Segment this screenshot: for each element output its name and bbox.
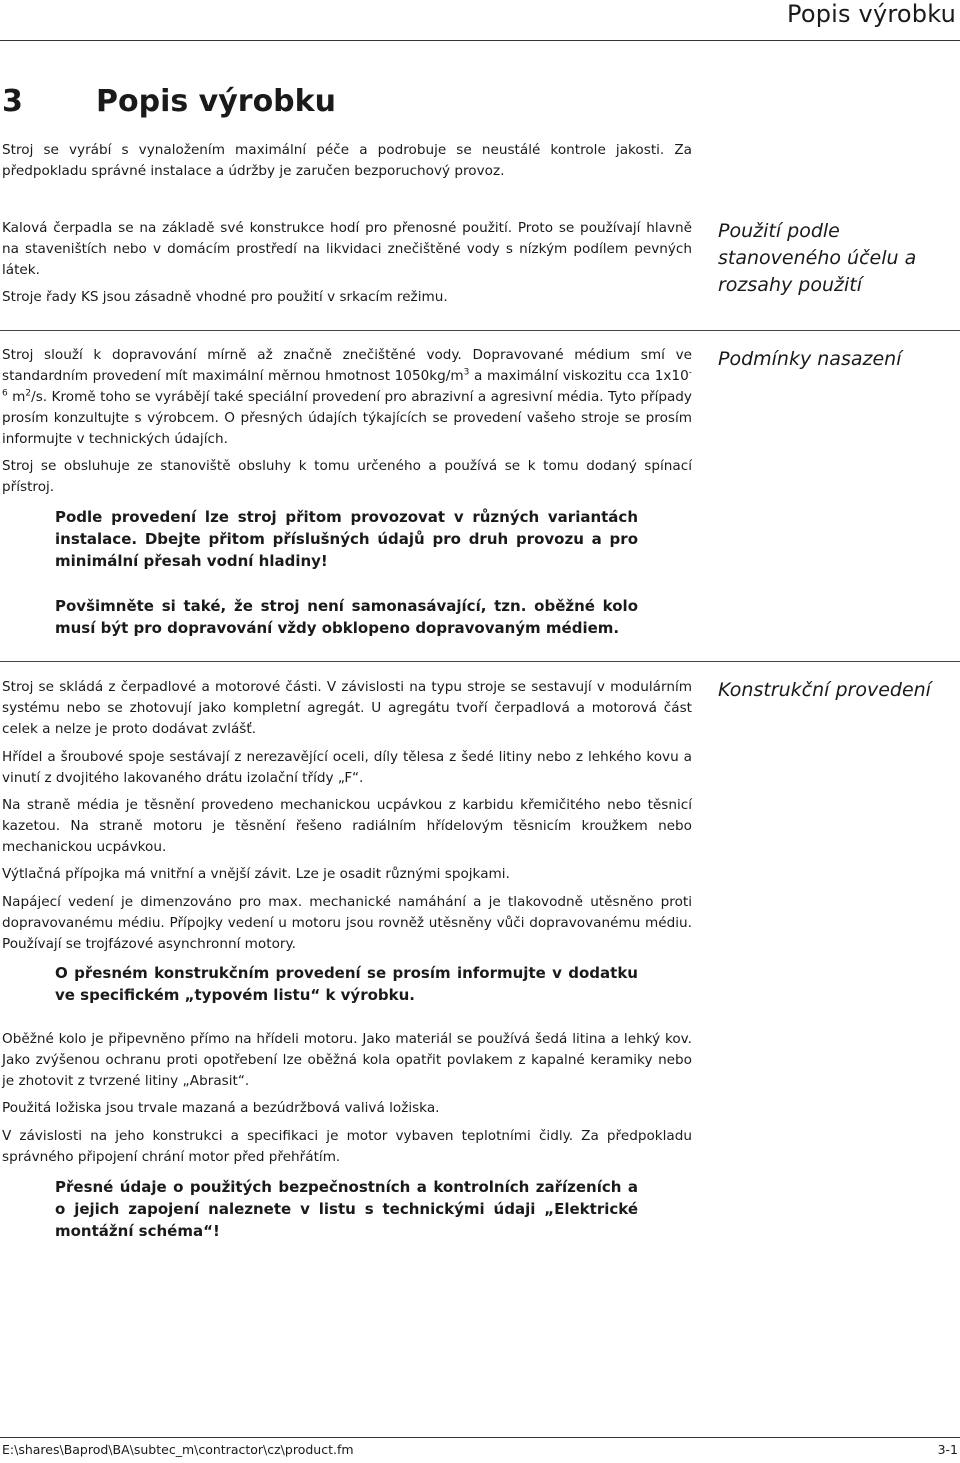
- construction-paragraph-6: Oběžné kolo je připevněno přímo na hřídeli motoru. Jako materiál se používá šedá litina a lehký kov. Jako zvýšenou ochranu proti opotřebení lze oběžná kola opatřit povlakem z kapalné keramiky nebo je zhotovit z tvrzené litiny „Abrasit“.: [2, 1031, 692, 1089]
- section-divider-2: [0, 661, 960, 662]
- footer-page-number: 3-1: [937, 1442, 958, 1457]
- conditions-text-a: Stroj slouží k dopravování mírně až značně znečištěné vody. Dopravované médium smí ve standardním provedení mít maximální měrnou hmotnost 1050kg/m: [2, 347, 692, 384]
- header-rule: [0, 40, 960, 41]
- construction-note-1: O přesném konstrukčním provedení se prosím informujte v dodatku ve specifickém „typovém listu“ k výrobku.: [55, 964, 638, 1004]
- page-header-title: Popis výrobku: [787, 0, 956, 28]
- construction-paragraph-1: Stroj se skládá z čerpadlové a motorové části. V závislosti na typu stroje se sestavují v modulárním systému nebo se zhotovují jako kompletní agregát. U agregátu tvoří čerpadlová a motorová část celek a nelze je proto dodávat zvlášť.: [2, 679, 692, 737]
- footer-rule: [0, 1437, 960, 1438]
- side-heading-construction: Konstrukční provedení: [718, 679, 931, 701]
- conditions-sup-3: 2: [25, 388, 32, 399]
- construction-paragraph-7: Použitá ložiska jsou trvale mazaná a bezúdržbová valivá ložiska.: [2, 1100, 440, 1116]
- construction-note-2: Přesné údaje o použitých bezpečnostních a kontrolních zařízeních a o jejich zapojení naleznete v listu s technickými údaji „Elektrické montážní schéma“!: [55, 1178, 638, 1240]
- conditions-text-c: m: [7, 389, 26, 405]
- section-divider-1: [0, 330, 960, 331]
- conditions-sup-1: 3: [463, 367, 470, 378]
- construction-paragraph-5: Napájecí vedení je dimenzováno pro max. mechanické namáhání a je tlakovodně utěsněno proti dopravovanému médiu. Přípojky vedení u motoru jsou rovněž utěsněny vůči dopravovanému médiu. Používají se trojfázové asynchronní motory.: [2, 894, 692, 952]
- construction-paragraph-3: Na straně média je těsnění provedeno mechanickou ucpávkou z karbidu křemičitého nebo těsnicí kazetou. Na straně motoru je těsnění řešeno radiálním hřídelovým těsnicím kroužkem nebo mechanickou ucpávkou.: [2, 797, 692, 855]
- conditions-paragraph-1: [2, 345, 692, 450]
- intro-paragraph: Stroj se vyrábí s vynaložením maximální péče a podrobuje se neustálé kontrole jakosti. Za předpokladu správné instalace a údržby je zaručen bezporuchový provoz.: [2, 142, 692, 179]
- construction-paragraph-2: Hřídel a šroubové spoje sestávají z nerezavějící oceli, díly tělesa z šedé litiny nebo z lehkého kovu a vinutí z dvojitého lakovaného drátu izolační třídy „F“.: [2, 749, 692, 786]
- chapter-heading: [2, 84, 336, 119]
- construction-paragraph-8: V závislosti na jeho konstrukci a specifikaci je motor vybaven teplotními čidly. Za předpokladu správného připojení chrání motor před přehřátím.: [2, 1128, 692, 1165]
- conditions-text-d: /s. Kromě toho se vyrábějí také speciální provedení pro abrazivní a agresivní média. Tyto případy prosím konzultujte s výrobcem. O přesných údajích týkajících se provedení vašeho stroje se prosím informujte v technických údajích.: [2, 389, 692, 447]
- usage-paragraph-1: Kalová čerpadla se na základě své konstrukce hodí pro přenosné použití. Proto se používají hlavně na staveništích nebo v domácím prostředí na likvidaci znečištěné vody s nízkým podílem pevných látek.: [2, 220, 692, 278]
- conditions-note-2: Povšimněte si také, že stroj není samonasávající, tzn. oběžné kolo musí být pro dopravování vždy obklopeno dopravovaným médiem.: [55, 597, 638, 637]
- construction-paragraph-4: Výtlačná přípojka má vnitřní a vnější závit. Lze je osadit různými spojkami.: [2, 866, 510, 882]
- footer-file-path: E:\shares\Baprod\BA\subtec_m\contractor\cz\product.fm: [2, 1442, 354, 1457]
- chapter-title: Popis výrobku: [96, 84, 336, 119]
- conditions-text-b: a maximální viskozitu cca 1x10: [469, 368, 689, 384]
- conditions-sup-2: -6: [2, 367, 693, 399]
- conditions-note-1: Podle provedení lze stroj přitom provozovat v různých variantách instalace. Dbejte přitom příslušných údajů pro druh provozu a pro minimální přesah vodní hladiny!: [55, 508, 638, 570]
- usage-paragraph-2: Stroje řady KS jsou zásadně vhodné pro použití v srkacím režimu.: [2, 289, 448, 305]
- side-heading-conditions: Podmínky nasazení: [718, 348, 902, 370]
- chapter-number: 3: [2, 84, 23, 119]
- conditions-paragraph-2: Stroj se obsluhuje ze stanoviště obsluhy k tomu určeného a používá se k tomu dodaný spínací přístroj.: [2, 458, 692, 495]
- side-heading-usage: Použití podle stanoveného účelu a rozsahy použití: [718, 220, 917, 296]
